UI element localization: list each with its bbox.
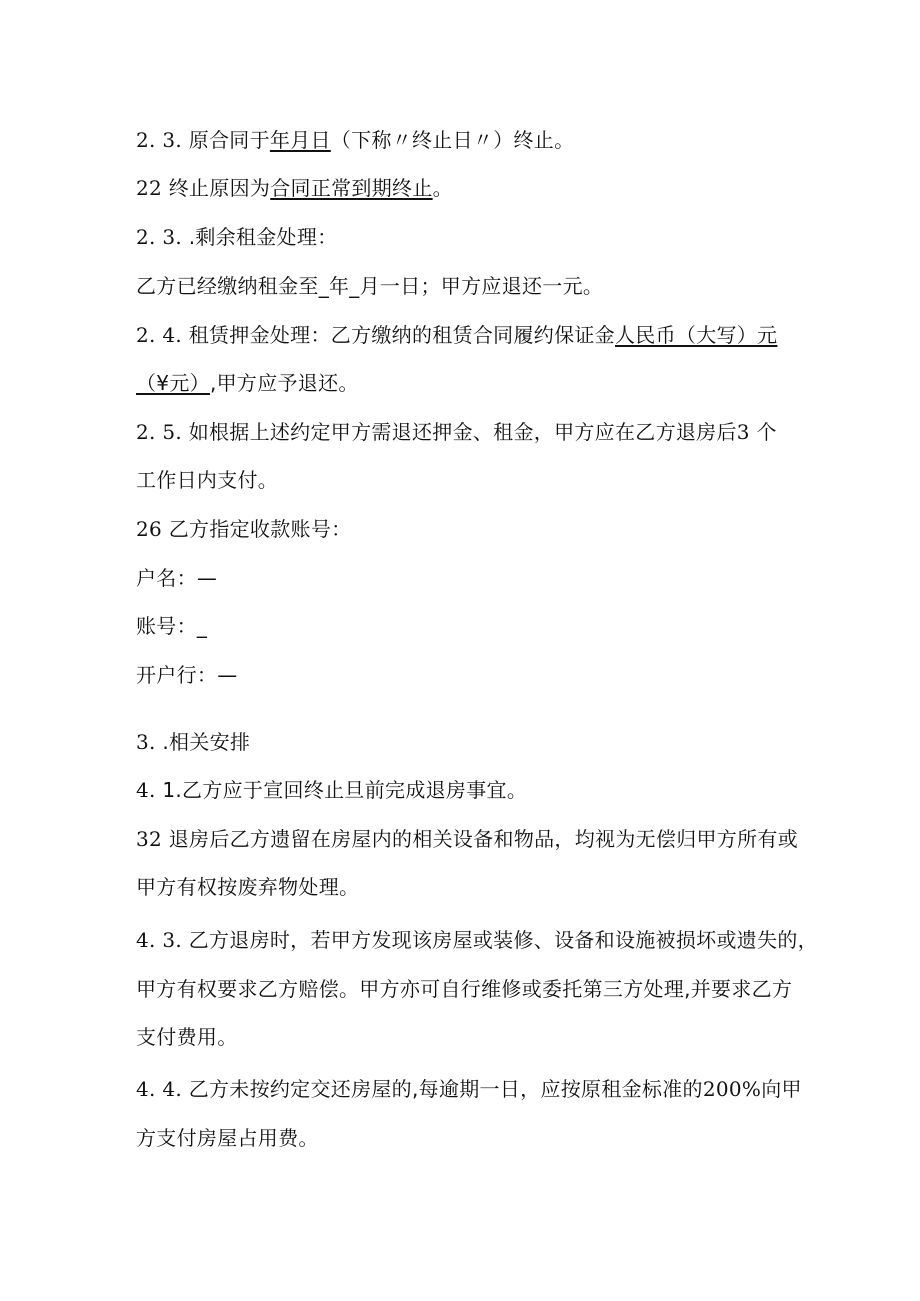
clause-number: 2. 3. [136, 128, 189, 152]
clause-text: 终止原因为 [168, 176, 271, 200]
clause-number: 4. 4. [136, 1077, 189, 1101]
clause-2-6-account-heading [136, 515, 351, 543]
field-text: 开户行：— [136, 663, 238, 687]
remaining-rent-text [136, 272, 603, 300]
clause-number: 26 [136, 517, 169, 541]
clause-text: 个 [756, 420, 777, 444]
days-number: 3 [736, 420, 757, 444]
section-title: .相关安排 [162, 730, 251, 754]
clause-text: 。 [432, 176, 453, 200]
termination-reason-value: 合同正常到期终止 [270, 176, 433, 200]
left-items-continued [136, 873, 359, 901]
clause-2-4-deposit [136, 321, 777, 349]
clause-number: 4. [136, 778, 163, 802]
section-number: 3. [136, 730, 163, 754]
section-3-heading [136, 728, 250, 756]
clause-2-3-original-contract-end [136, 126, 574, 154]
account-number [136, 612, 207, 640]
clause-text: 如根据上述约定甲方需退还押金、租金，甲方应在乙方退房后 [188, 420, 737, 444]
clause-text: 方支付房屋占用费。 [136, 1126, 319, 1150]
clause-text: 1.乙方应于宣回终止旦前完成退房事宜。 [162, 778, 528, 802]
clause-text: 乙方已经缴纳租金至_年_月一日；甲方应退还一元。 [136, 274, 604, 298]
clause-text: 乙方指定收款账号： [168, 517, 352, 541]
field-text: 户名：— [136, 566, 218, 590]
clause-4-1-move-out [136, 776, 527, 804]
clause-text: 退房后乙方遗留在房屋内的相关设备和物品，均视为无偿归甲方所有或 [168, 827, 799, 851]
damage-continued-2 [136, 1023, 238, 1051]
clause-4-4-overdue [136, 1075, 802, 1103]
clause-text: 支付费用。 [136, 1025, 238, 1049]
account-holder-name [136, 564, 217, 592]
clause-2-2-termination-reason [136, 174, 453, 202]
clause-text: 甲方有权按废弃物处理。 [136, 875, 360, 899]
clause-text: 租赁押金处理：乙方缴纳的租赁合同履约保证金 [188, 323, 615, 347]
clause-number: 2. 4. [136, 323, 189, 347]
refund-timing-continued [136, 466, 278, 494]
deposit-amount-figures: （¥元） [136, 371, 210, 395]
clause-number: 2. 5. [136, 420, 189, 444]
clause-number: 22 [136, 176, 169, 200]
deposit-amount-words: 人民币（大写）元 [615, 323, 778, 347]
clause-text: （下称〃终止日〃）终止。 [330, 128, 575, 152]
clause-text: 甲方有权要求乙方赔偿。甲方亦可自行维修或委托第三方处理,并要求乙方 [136, 977, 793, 1001]
overdue-continued [136, 1124, 319, 1152]
clause-text: ,甲方应予退还。 [209, 371, 359, 395]
clause-3-2-left-items [136, 825, 798, 853]
clause-text: 工作日内支付。 [136, 468, 279, 492]
clause-text: 乙方退房时，若甲方发现该房屋或装修、设备和设施被损坏或遗失的， [188, 928, 818, 952]
clause-text: 向甲 [761, 1077, 802, 1101]
account-bank [136, 661, 238, 689]
field-text: 账号：_ [136, 614, 208, 638]
blank-date: 年月日 [269, 128, 331, 152]
clause-4-3-damage [136, 926, 818, 954]
deposit-continued [136, 369, 359, 397]
percentage-value: 200% [702, 1077, 762, 1101]
clause-2-5-refund-timing [136, 418, 777, 446]
clause-2-3-remaining-rent-heading [136, 223, 337, 251]
clause-text: .剩余租金处理： [188, 225, 338, 249]
clause-number: 2. 3. [136, 225, 189, 249]
clause-text: 乙方未按约定交还房屋的,每逾期一日，应按原租金标准的 [188, 1077, 703, 1101]
damage-continued-1 [136, 975, 792, 1003]
clause-number: 4. 3. [136, 928, 189, 952]
clause-text: 原合同于 [188, 128, 270, 152]
clause-number: 32 [136, 827, 169, 851]
